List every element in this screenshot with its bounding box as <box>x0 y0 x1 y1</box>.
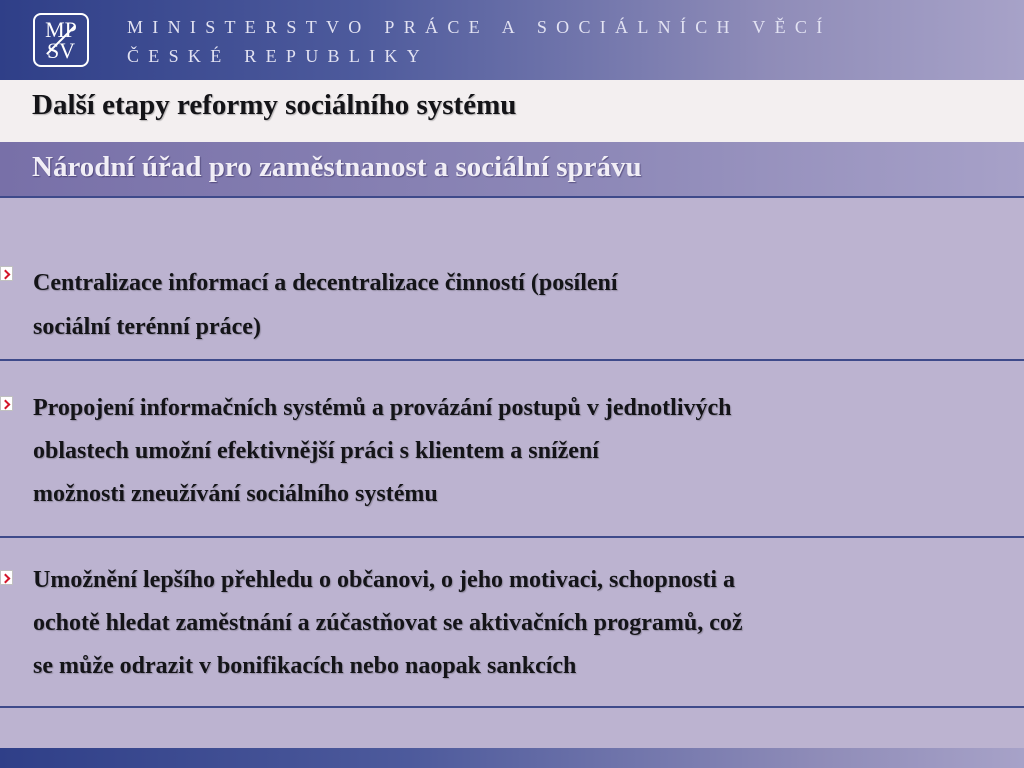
mpsv-logo <box>33 13 89 67</box>
bullet-item-1-line-1: Centralizace informací a decentralizace činností (posílení <box>33 270 618 296</box>
arrow-bullet-icon <box>0 570 13 585</box>
ministry-name-line1: MINISTERSTVO PRÁCE A SOCIÁLNÍCH VĚCÍ <box>127 17 832 37</box>
logo-text-bottom: SV <box>46 38 76 63</box>
arrow-bullet-icon <box>0 396 13 411</box>
divider-line <box>0 536 1024 538</box>
divider-line <box>0 706 1024 708</box>
bullet-item-1 <box>33 261 618 349</box>
divider-line <box>0 359 1024 361</box>
header-banner <box>0 0 1024 80</box>
bullet-item-2-line-2: oblastech umožní efektivnější práci s klientem a snížení <box>33 438 599 464</box>
bullet-item-2 <box>33 387 732 516</box>
bullet-item-3-line-1: Umožnění lepšího přehledu o občanovi, o jeho motivaci, schopnosti a <box>33 567 736 593</box>
ministry-name-line2: ČESKÉ REPUBLIKY <box>127 46 430 66</box>
bullet-item-2-line-1: Propojení informačních systémů a provázání postupů v jednotlivých <box>33 395 732 421</box>
logo-text-top: MP <box>45 17 77 42</box>
bullet-item-3 <box>33 559 743 688</box>
slide-subtitle: Národní úřad pro zaměstnanost a sociální správu <box>32 151 642 183</box>
bullet-item-3-line-3: se může odrazit v bonifikacích nebo naopak sankcích <box>33 653 577 679</box>
footer-bar <box>0 748 1024 768</box>
bullet-item-2-line-3: možnosti zneužívání sociálního systému <box>33 481 438 507</box>
bullet-item-1-line-2: sociální terénní práce) <box>33 314 261 340</box>
divider-line <box>0 196 1024 198</box>
slide-title: Další etapy reformy sociálního systému <box>32 89 517 121</box>
bullet-item-3-line-2: ochotě hledat zaměstnání a zúčastňovat se aktivačních programů, což <box>33 610 743 636</box>
arrow-bullet-icon <box>0 266 13 281</box>
